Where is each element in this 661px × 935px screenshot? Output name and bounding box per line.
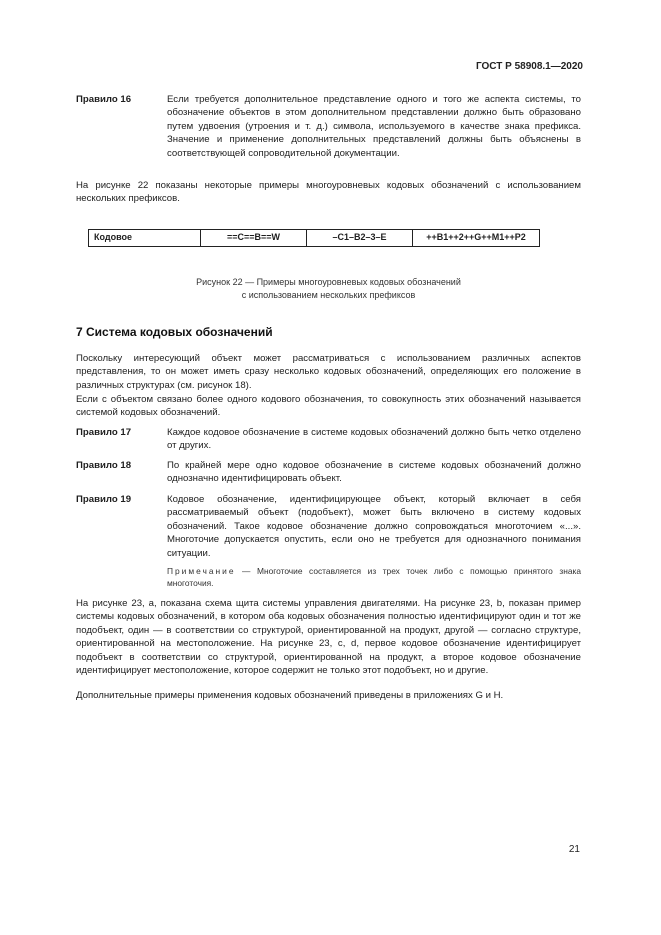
rule-17-label: Правило 17 <box>76 427 132 438</box>
section-7-paragraph-2 <box>76 393 581 420</box>
paragraph-text: Поскольку интересующий объект может рассматриваться с использованием различных аспектов представления, то он может иметь сразу несколько кодовых обозначений, определяющих его положение в различных структурах (см. рисунок 18). <box>76 353 581 391</box>
note-label: Примечание <box>167 566 236 577</box>
paragraph-appendix <box>76 689 581 702</box>
rule-18-label: Правило 18 <box>76 460 132 471</box>
paragraph-text: На рисунке 22 показаны некоторые примеры многоуровневых кодовых обозначений с использованием нескольких префиксов. <box>76 180 581 205</box>
rule-16-label: Правило 16 <box>76 94 132 105</box>
section-7-paragraph-1 <box>76 352 581 392</box>
rule-16-text: Если требуется дополнительное представление одного и того же аспекта системы, то обозначение объектов в этом дополнительном представлении должно быть образовано путем удвоения (утроения и т. д.) символа, используемого в качестве знака префикса. Значение и применение дополнительных представлений должны быть объяснены в соответствующей сопроводительной документации. <box>167 94 581 159</box>
section-7-title: 7 Система кодовых обозначений <box>76 325 273 339</box>
figure-22-cell-2: –С1–В2–3–Е <box>307 230 413 246</box>
rule-17 <box>76 426 581 453</box>
caption-line-2: с использованием нескольких префиксов <box>241 289 416 300</box>
rule-18-text: По крайней мере одно кодовое обозначение в системе кодовых обозначений должно однозначно идентифицировать объект. <box>167 460 581 485</box>
paragraph-figure-22-intro <box>76 179 581 206</box>
rule-18 <box>76 459 581 486</box>
figure-22-cell-1: ==С==В==W <box>201 230 307 246</box>
paragraph-text: Если с объектом связано более одного кодового обозначения, то совокупность этих обозначений называется системой кодовых обозначений. <box>76 394 581 419</box>
rule-19-text: Кодовое обозначение, идентифицирующее объект, который включает в себя рассматриваемый объект (подобъект), может быть включено в систему кодовых обозначений. Такое кодовое обозначение должно сопровождаться многоточием «...». Многоточие допускается опустить, если оно не требуется для однозначного понимания ситуации. <box>167 494 581 559</box>
paragraph-figure-23 <box>76 597 581 677</box>
figure-22-diagram <box>88 229 540 247</box>
rule-16 <box>76 93 581 160</box>
figure-22-cell-3: ++В1++2++G++М1++Р2 <box>426 232 526 243</box>
rule-19-label: Правило 19 <box>76 494 132 505</box>
document-id-header: ГОСТ Р 58908.1—2020 <box>475 61 583 72</box>
rule-17-text: Каждое кодовое обозначение в системе кодовых обозначений должно быть четко отделено от других. <box>167 427 581 452</box>
rule-19 <box>76 493 581 589</box>
figure-22-caption <box>76 276 581 301</box>
paragraph-text: На рисунке 23, а, показана схема щита системы управления двигателями. На рисунке 23, b, показан пример системы кодовых обозначений, в котором оба кодовых обозначения полностью идентифицируют один и тот же подобъект, один — в соответствии со структурой, ориентированной на продукт, другой — согласно структуре, ориентированной на местоположение. На рисунке 23, c, d, первое кодовое обозначение идентифицирует подобъект в соответствии со структурой, ориентированной на продукт, а второе кодовое обозначение идентифицирует местоположение, которое содержит не только этот подобъект, но и другие. <box>76 598 581 677</box>
caption-line-1: Рисунок 22 — Примеры многоуровневых кодовых обозначений <box>196 277 461 287</box>
note <box>167 565 581 589</box>
page-number: 21 <box>568 844 580 855</box>
note-text: — Многоточие составляется из трех точек либо с помощью принятого знака многоточия. <box>167 566 581 589</box>
figure-22-cell-label: Кодовое <box>89 230 201 246</box>
paragraph-text: Дополнительные примеры применения кодовых обозначений приведены в приложениях G и H. <box>76 690 504 701</box>
